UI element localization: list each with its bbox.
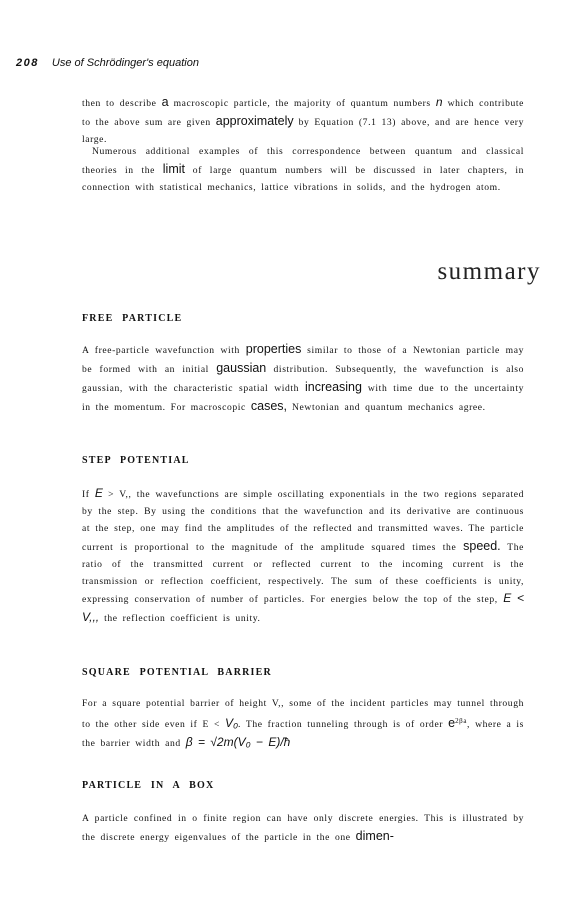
free-big-cases: cases, — [250, 398, 288, 413]
square-barrier-paragraph — [82, 696, 524, 753]
page-number: 208 — [16, 57, 39, 69]
intro-p1-big-approx: approximately — [215, 113, 294, 128]
box-text-1: A particle confined in o finite region can have only discrete energies. This is illustrated by the discrete energy eigenvalues of the particle in the one — [82, 813, 524, 843]
step-text-2: > V,, the wavefunctions are simple oscillating exponentials in the two regions separated by the step. By using the conditions that the wavefunction and its derivative are continuous at the step, one may find the amplitudes of the reflected and transmitted waves. The particle current is proportional to the magnitude of the amplitude squared times the — [82, 489, 524, 553]
free-text-2: similar to those of a Newtonian particle may be formed with an initial — [82, 345, 524, 375]
barrier-text-2: . The fraction tunneling through is of order — [238, 719, 449, 731]
step-math-e: E — [94, 486, 103, 500]
free-text-5: Newtonian and quantum mechanics agree. — [287, 401, 486, 413]
intro-paragraph-2 — [82, 144, 524, 197]
barrier-text-3: , where a is the barrier width and — [82, 719, 525, 749]
intro-p1-text-b: macroscopic particle, the majority of quantum numbers — [168, 98, 436, 109]
intro-p2-text-a: Numerous additional examples of this correspondence between quantum and classical theories in the — [82, 146, 524, 176]
step-text-3: The ratio of the transmitted current or reflected current to the incoming current is the transmission or reflection coefficient, respectively. The sum of these coefficients is unity, expressing conservation of number of particles. For energies below the top of the step, — [82, 541, 525, 606]
step-big-speed: speed. — [463, 538, 501, 553]
heading-particle-in-box: PARTICLE IN A BOX — [82, 780, 215, 791]
free-text-1: A free-particle wavefunction with — [82, 345, 246, 356]
barrier-math-exponent: 2βa — [455, 716, 468, 725]
free-big-properties: properties — [245, 342, 302, 356]
summary-title: summary — [437, 258, 541, 285]
barrier-text-1: For a square potential barrier of height V,, some of the incident particles may tunnel through to the other side even if E < — [82, 698, 524, 731]
barrier-math-beta: β = √2m(V₀ − E)/ħ — [185, 735, 291, 749]
particle-in-box-paragraph — [82, 811, 524, 847]
free-big-increasing: increasing — [304, 379, 362, 394]
intro-p2-text-b: of large quantum numbers will be discussed in later chapters, in connection with statistical mechanics, lattice vibrations in solids, and the hydrogen atom. — [82, 164, 524, 193]
free-big-gaussian: gaussian — [216, 360, 267, 375]
intro-p2-big-limit: limit — [162, 161, 185, 176]
free-particle-paragraph — [82, 341, 524, 417]
box-big-dimen: dimen- — [355, 828, 394, 843]
intro-p1-text-c: which contribute to the above sum are given — [82, 98, 524, 128]
free-text-3: distribution. Subsequently, the wavefunction is also gaussian, with the characteristic spatial width — [82, 363, 524, 394]
heading-free-particle: FREE PARTICLE — [82, 313, 183, 324]
heading-step-potential: STEP POTENTIAL — [82, 455, 190, 466]
intro-paragraph-1 — [82, 94, 524, 149]
barrier-math-e: e — [448, 716, 456, 731]
free-text-4: with time due to the uncertainty in the momentum. For macroscopic — [82, 382, 524, 413]
intro-p1-ital-n: n — [435, 95, 443, 109]
step-potential-paragraph — [82, 485, 524, 628]
step-text-4: the reflection coefficient is unity. — [99, 613, 261, 625]
intro-p1-text-d: by Equation (7.1 13) above, and are hence very large. — [82, 116, 524, 145]
running-head — [16, 57, 199, 69]
step-text-1: If — [82, 489, 95, 500]
intro-p1-text-a: then to describe — [82, 98, 162, 109]
heading-square-barrier: SQUARE POTENTIAL BARRIER — [82, 667, 272, 678]
running-title: Use of Schrödinger's equation — [51, 57, 199, 69]
barrier-math-v0: V₀ — [224, 716, 239, 731]
step-math-e-less-v: E < V,,, — [82, 591, 524, 625]
intro-p1-big-a: a — [161, 95, 169, 109]
